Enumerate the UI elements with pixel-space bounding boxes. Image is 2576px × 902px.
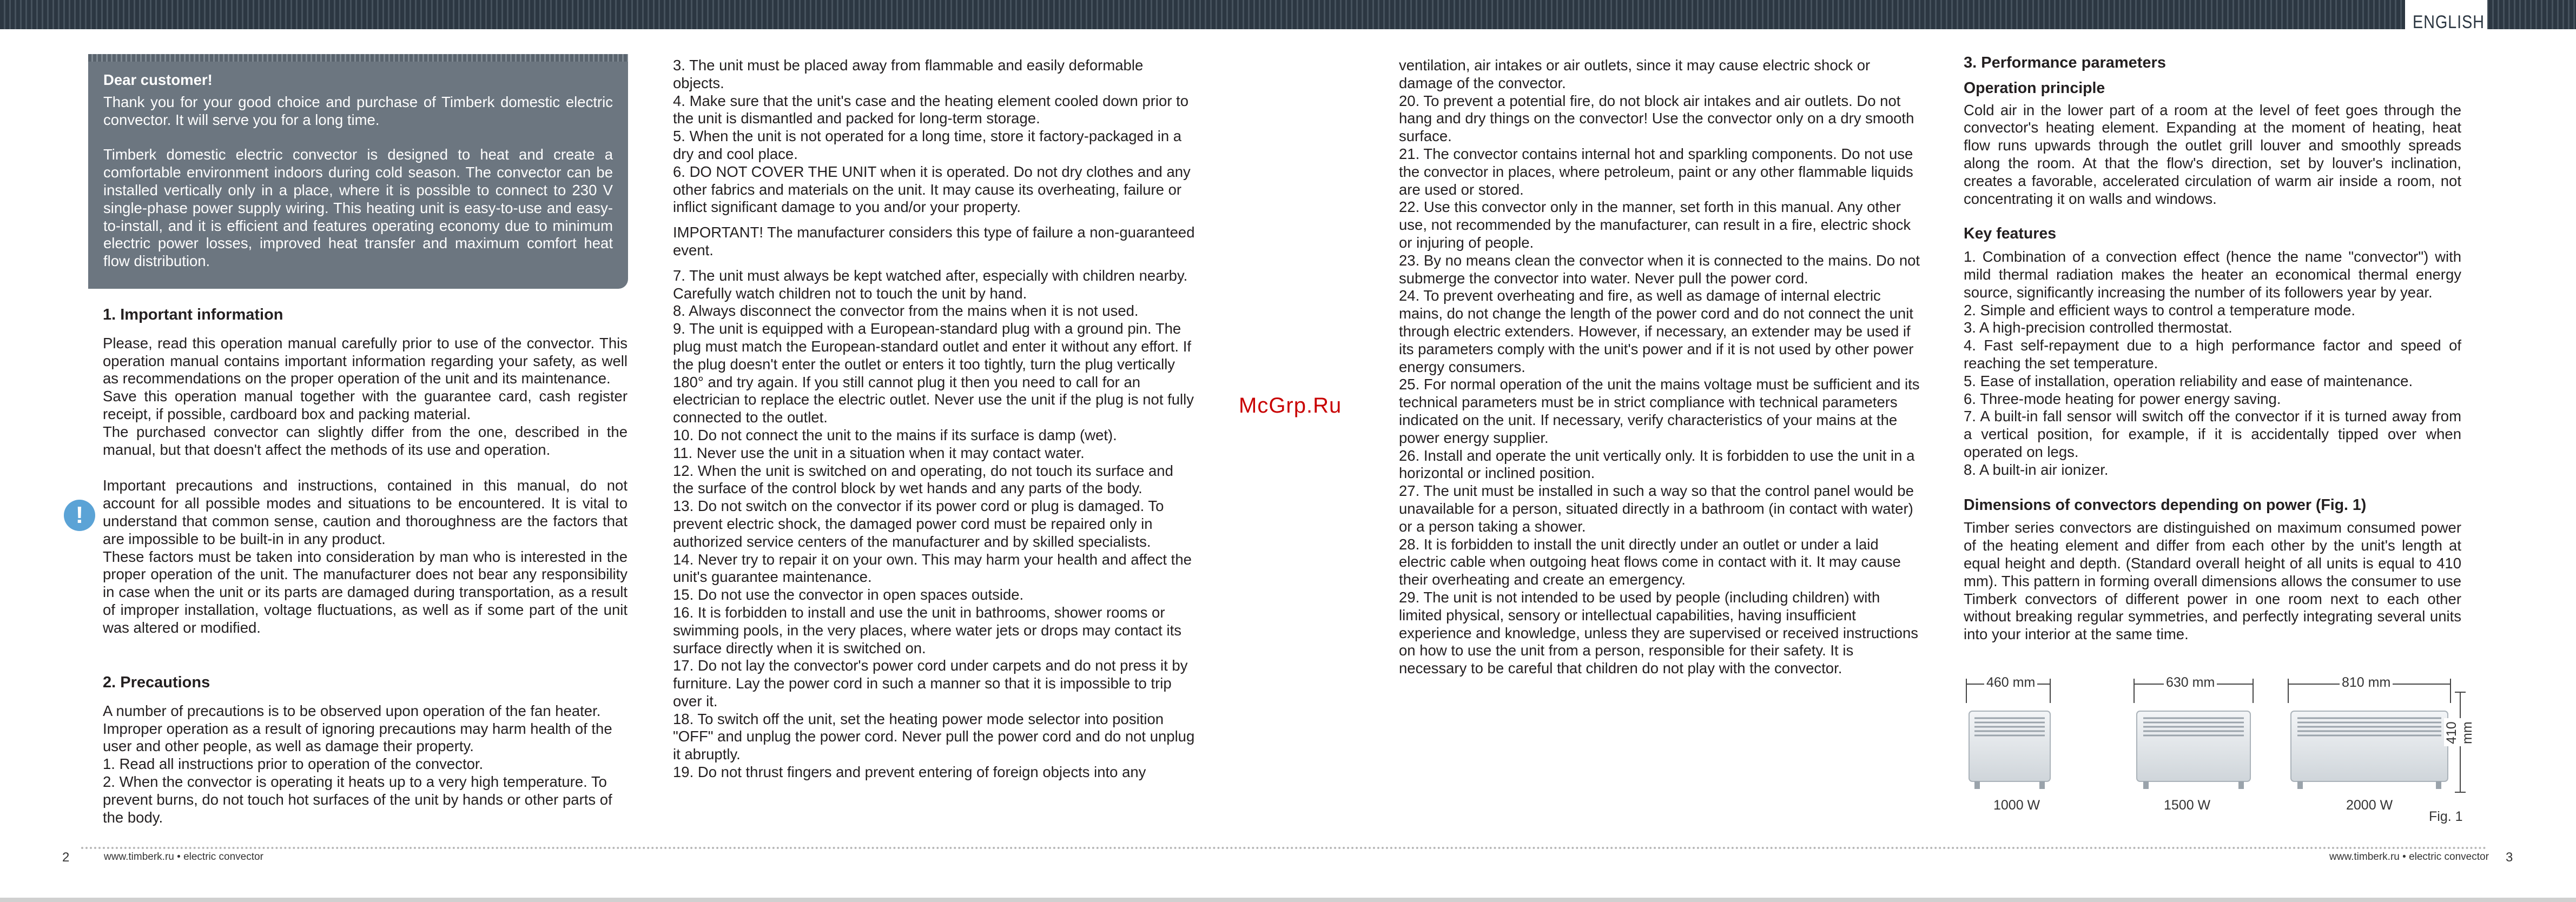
power-label-1500: 1500 W	[2164, 798, 2211, 813]
precaution-item: 18. To switch off the unit, set the heating power mode selector into position "OFF" and unplug the power cord. Never pull the power cord and do not unplug it abruptly.	[673, 710, 1195, 763]
precaution-item: 23. By no means clean the convector when it is connected to the mains. Do not submerge the convector into water. Never pull the power cord.	[1399, 251, 1920, 287]
section-1-paragraph-5: These factors must be taken into consideration by man who is interested in the proper operation of the unit. The manufacturer does not bear any responsibility in case when the unit or its parts are damaged during transportation, as a result of improper installation, voltage fluctuations, as well as if some part of the unit was altered or modified.	[103, 548, 628, 636]
precaution-item: 24. To prevent overheating and fire, as well as damage of internal electric mains, do not change the length of the power cord and do not connect the unit through electric extenders. However, if necessary, an extender may be used if its parameters comply with the unit's power and if it is not used by other power energy consumers.	[1399, 287, 1914, 375]
greeting-box	[88, 54, 628, 289]
precaution-item: 26. Install and operate the unit vertically only. It is forbidden to use the unit in a horizontal or inclined position.	[1399, 447, 1915, 482]
page-number-right: 3	[2506, 850, 2513, 865]
section-1-paragraph-2: Save this operation manual together with the guarantee card, cash register receipt, if possible, cardboard box and packing material.	[103, 388, 628, 422]
precaution-item: 9. The unit is equipped with a European-standard plug with a ground pin. The plug must match the European-standard outlet and enter it without any effort. If the plug doesn't enter the outlet or enters it too tightly, turn the plug vertically 180° and try again. If you still cannot plug it then you need to call for an electrician to replace the electric outlet. Never use the unit if the plug is not fully connected to the outlet.	[673, 320, 1194, 426]
greeting-stripe	[88, 54, 628, 62]
power-label-2000: 2000 W	[2346, 798, 2393, 813]
precaution-item: 11. Never use the unit in a situation when it may contact water.	[673, 444, 1085, 461]
greeting-title: Dear customer!	[103, 71, 213, 88]
dimensions-title: Dimensions of convectors depending on power (Fig. 1)	[1964, 496, 2367, 514]
footer-dotted-rule	[81, 847, 2488, 849]
power-label-1000: 1000 W	[1993, 798, 2040, 813]
precaution-item: 25. For normal operation of the unit the mains voltage must be sufficient and its technical parameters must be in strict compliance with technical parameters indicated on the unit. If necessary, verify characteristics of your mains at the power energy supplier.	[1399, 376, 1920, 446]
precaution-item: 1. Read all instructions prior to operation of the convector.	[103, 755, 484, 773]
feature-item: 3. A high-precision controlled thermostat.	[1964, 319, 2232, 336]
precaution-item: 10. Do not connect the unit to the mains if its surface is damp (wet).	[673, 426, 1117, 443]
precaution-item: 15. Do not use the convector in open spaces outside.	[673, 586, 1024, 603]
section-precautions	[103, 674, 628, 826]
feature-item: 1. Combination of a convection effect (hence the name "convector") with mild thermal radiation makes the heater an economical thermal energy source, significantly increasing the number of its followers year by year.	[1964, 248, 2461, 301]
section-2-title: 2. Precautions	[103, 674, 210, 691]
convector-1000w-image	[1969, 711, 2050, 789]
feature-item: 6. Three-mode heating for power energy saving.	[1964, 390, 2281, 407]
precaution-item: 4. Make sure that the unit's case and the heating element cooled down prior to the unit is dismantled and packed for long-term storage.	[673, 92, 1189, 127]
precaution-item: 7. The unit must always be kept watched after, especially with children nearby. Carefully watch children not to touch the unit by hand.	[673, 267, 1188, 302]
precaution-item: 28. It is forbidden to install the unit directly under an outlet or under a laid electric cable when outgoing heat flows come in contact with it. It may cause their overheating and create an emergency.	[1399, 535, 1901, 588]
precaution-item: 21. The convector contains internal hot and sparkling components. Do not use the convector in places, where petroleum, paint or any other flammable liquids are used or stored.	[1399, 145, 1913, 198]
feature-item: 2. Simple and efficient ways to control a temperature mode.	[1964, 301, 2356, 319]
footer-text-left: www.timberk.ru • electric convector	[104, 851, 263, 863]
section-2-intro: A number of precautions is to be observed upon operation of the fan heater. Improper operation as a result of ignoring precautions may harm health of the user and other people, as well as damage their property.	[103, 702, 612, 755]
key-features-title: Key features	[1964, 225, 2057, 243]
precaution-item: 19. Do not thrust fingers and prevent entering of foreign objects into any	[673, 764, 1146, 781]
precaution-item: 29. The unit is not intended to be used by people (including children) with limited physical, sensory or intellectual capabilities, having insufficient experience and knowledge, unless they are supervised or received instructions on how to use the unit from a person, responsible for their safety. It is necessary to be careful that children do not play with the convector.	[1399, 588, 1918, 677]
watermark: McGrp.Ru	[1239, 394, 1342, 417]
page-number-left: 2	[62, 850, 70, 865]
greeting-paragraph-1: Thank you for your good choice and purchase of Timberk domestic electric convector. It will serve you for a long time.	[103, 93, 613, 128]
greeting-paragraph-2: Timberk domestic electric convector is designed to heat and create a comfortable environment indoors during cold season. The convector can be installed vertically only in a place, where it is possible to connect to 230 V single-phase power supply wiring. This heating unit is easy-to-use and easy-to-install, and it is efficient and features operating economy due to minimum electric power losses, improved heat transfer and maximum comfort heat flow distribution.	[103, 146, 613, 270]
precaution-item: 22. Use this convector only in the manner, set forth in this manual. Any other use, not recommended by the manufacturer, can result in a fire, electric shock or injuring of people.	[1399, 198, 1911, 251]
exclamation-icon: !	[64, 500, 95, 531]
height-label: 410 mm	[2444, 718, 2475, 746]
dimensions-text: Timber series convectors are distinguished on maximum consumed power of the heating element and differ from each other by the unit's length at equal height and depth. (Standard overall height of all units is equal to 410 mm). This pattern in forming overall dimensions allows the consumer to use Timberk convectors of different power in one room next to each other without breaking regular symmetries, and perfectly integrating several units into your interior at the same time.	[1964, 519, 2461, 643]
width-label-810: 810 mm	[2340, 675, 2393, 691]
feature-item: 7. A built-in fall sensor will switch off the convector if it is turned away from a vertical position, for example, if it is accidentally tipped over when operated on legs.	[1964, 408, 2461, 460]
precaution-item: ventilation, air intakes or air outlets, since it may cause electric shock or damage of the convector.	[1399, 57, 1871, 91]
precaution-item: 3. The unit must be placed away from flammable and easily deformable objects.	[673, 57, 1144, 91]
precaution-item: 2. When the convector is operating it heats up to a very high temperature. To prevent burns, do not touch hot surfaces of the unit by hands or other parts of the body.	[103, 773, 612, 826]
precaution-item: 20. To prevent a potential fire, do not block air intakes and air outlets. Do not hang and dry things on the convector! Use the convector only on a dry smooth surface.	[1399, 92, 1914, 145]
section-3-title: 3. Performance parameters	[1964, 54, 2166, 71]
section-1-paragraph-1: Please, read this operation manual carefully prior to use of the convector. This operation manual contains important information regarding your safety, as well as recommendations on the proper operation of the unit and its maintenance.	[103, 334, 628, 387]
feature-item: 8. A built-in air ionizer.	[1964, 461, 2109, 478]
precaution-item: 5. When the unit is not operated for a long time, store it factory-packaged in a dry and cool place.	[673, 128, 1182, 162]
header-stripe	[0, 0, 2576, 29]
convector-1500w-image	[2137, 711, 2250, 789]
language-label: ENGLISH	[2413, 12, 2485, 32]
convector-2000w-image	[2291, 711, 2448, 789]
important-note: IMPORTANT! The manufacturer considers this type of failure a non-guaranteed event.	[673, 224, 1195, 258]
precaution-item: 16. It is forbidden to install and use the unit in bathrooms, shower rooms or swimming pools, in the very places, where water jets or drops may contact its surface directly when it is switched on.	[673, 603, 1181, 656]
section-1-paragraph-3: The purchased convector can slightly differ from the one, described in the manual, but that doesn't affect the methods of its use and operation.	[103, 423, 628, 458]
width-label-630: 630 mm	[2164, 675, 2217, 691]
feature-item: 4. Fast self-repayment due to a high performance factor and speed of reaching the set temperature.	[1964, 337, 2461, 372]
precautions-column-3	[1399, 57, 1924, 678]
section-important-info	[103, 306, 628, 637]
precaution-item: 17. Do not lay the convector's power cord under carpets and do not press it by furniture. Lay the power cord in such a manner so that it is impossible to trip over it.	[673, 657, 1188, 709]
figure-1	[1964, 671, 2475, 833]
precautions-column-2	[673, 57, 1198, 781]
feature-item: 5. Ease of installation, operation reliability and ease of maintenance.	[1964, 372, 2413, 389]
operation-principle-title: Operation principle	[1964, 79, 2105, 97]
precaution-item: 6. DO NOT COVER THE UNIT when it is operated. Do not dry clothes and any other fabrics and materials on the unit. It may cause its overheating, failure or inflict significant damage to you and/or your property.	[673, 163, 1191, 216]
section-performance	[1964, 54, 2461, 644]
bottom-edge	[0, 898, 2576, 902]
precaution-item: 14. Never try to repair it on your own. This may harm your health and affect the unit's guarantee maintenance.	[673, 551, 1192, 586]
footer-text-right: www.timberk.ru • electric convector	[2329, 851, 2489, 863]
section-1-paragraph-4: Important precautions and instructions, contained in this manual, do not account for all possible modes and situations to be encountered. It is vital to understand that common sense, caution and thoroughness are the factors that are impossible to be built-in in any product.	[103, 477, 628, 547]
precaution-item: 27. The unit must be installed in such a way so that the control panel would be unavailable for a person, situated directly in a bathroom (in contact with water) or a person taking a shower.	[1399, 482, 1914, 535]
figure-caption: Fig. 1	[2429, 809, 2463, 824]
width-label-460: 460 mm	[1984, 675, 2037, 691]
section-1-title: 1. Important information	[103, 306, 283, 323]
precaution-item: 8. Always disconnect the convector from the mains when it is not used.	[673, 302, 1139, 320]
operation-principle-text: Cold air in the lower part of a room at the level of feet goes through the convector's heating element. Expanding at the moment of heating, heat flow runs upwards through the outlet grill louver and smoothly spreads along the room. At that the flow's direction, set by louver's inclination, creates a favorable, accelerated circulation of warm air inside a room, not concentrating it on walls and windows.	[1964, 101, 2461, 207]
precaution-item: 12. When the unit is switched on and operating, do not touch its surface and the surface of the control block by wet hands and any parts of the body.	[673, 462, 1173, 497]
precaution-item: 13. Do not switch on the convector if its power cord or plug is damaged. To prevent electric shock, the damaged power cord must be repaired only in authorized service centers of the manufacturer and by skilled specialists.	[673, 498, 1164, 550]
